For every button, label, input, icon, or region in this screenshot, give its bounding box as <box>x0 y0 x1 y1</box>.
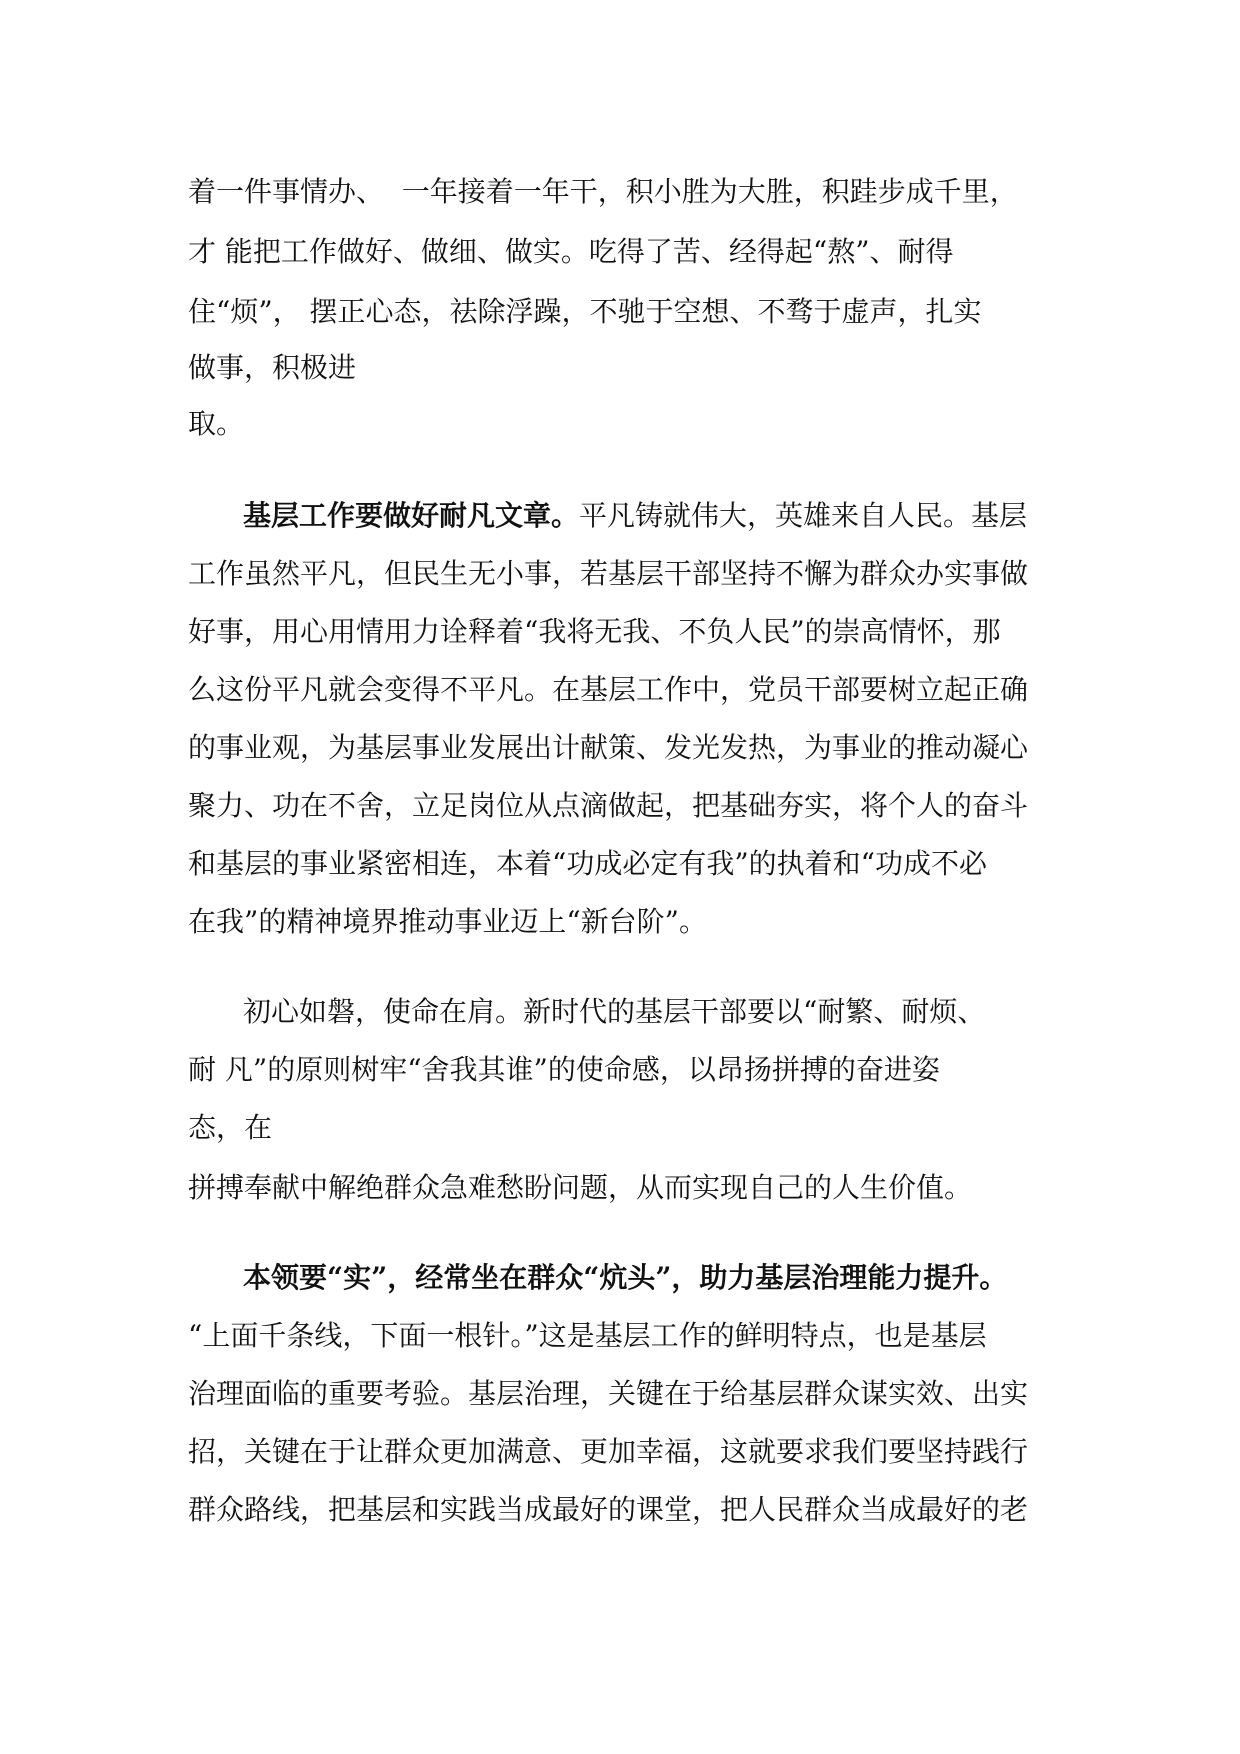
text-line: 住“烦”， 摆正心态，祛除浮躁，不驰于空想、不骛于虚声，扎实 <box>188 295 982 328</box>
text-line: 群众路线，把基层和实践当成最好的课堂，把人民群众当成最好的老 <box>188 1493 1029 1526</box>
text-line: 才 能把工作做好、做细、做实。吃得了苦、经得起“熬”、耐得 <box>188 235 954 268</box>
text-line: 招，关键在于让群众更加满意、更加幸福，这就要求我们要坚持践行 <box>188 1435 1029 1468</box>
text-line: 治理面临的重要考验。基层治理，关键在于给基层群众谋实效、出实 <box>188 1377 1029 1410</box>
text-line: 聚力、功在不舍，立足岗位从点滴做起，把基础夯实，将个人的奋斗 <box>188 789 1029 822</box>
section-heading: 本领要“实”，经常坐在群众“炕头”，助力基层治理能力提升。 <box>243 1261 1008 1294</box>
text-line: 态，在 <box>188 1111 273 1144</box>
section-heading: 基层工作要做好耐凡文章。 <box>243 499 580 532</box>
text-line: 么这份平凡就会变得不平凡。在基层工作中，党员干部要树立起正确 <box>188 673 1029 706</box>
text-line: 着一件事情办、 一年接着一年干，积小胜为大胜，积跬步成千里， <box>188 175 1018 208</box>
paragraph-first-line <box>243 496 1027 536</box>
text-line: 好事，用心用情用力诠释着“我将无我、不负人民”的崇高情怀，那 <box>188 615 1001 648</box>
text-line: 的事业观，为基层事业发展出计献策、发光发热，为事业的推动凝心 <box>188 731 1029 764</box>
text-span: 平凡铸就伟大，英雄来自人民。基层 <box>579 499 1028 532</box>
text-line: “上面千条线，下面一根针。”这是基层工作的鲜明特点，也是基层 <box>188 1319 987 1352</box>
text-line: 工作虽然平凡，但民生无小事，若基层干部坚持不懈为群众办实事做 <box>188 557 1029 590</box>
text-line: 取。 <box>188 407 245 440</box>
text-line: 和基层的事业紧密相连，本着“功成必定有我”的执着和“功成不必 <box>188 847 987 880</box>
text-line: 耐 凡”的原则树牢“舍我其谁”的使命感，以昂扬拼搏的奋进姿 <box>188 1053 940 1086</box>
text-line: 拼搏奉献中解绝群众急难愁盼问题，从而实现自己的人生价值。 <box>188 1171 973 1204</box>
text-line: 在我”的精神境界推动事业迈上“新台阶”。 <box>188 905 707 938</box>
text-line: 初心如磐，使命在肩。新时代的基层干部要以“耐繁、耐烦、 <box>243 995 986 1028</box>
text-line: 做事，积极进 <box>188 351 357 384</box>
